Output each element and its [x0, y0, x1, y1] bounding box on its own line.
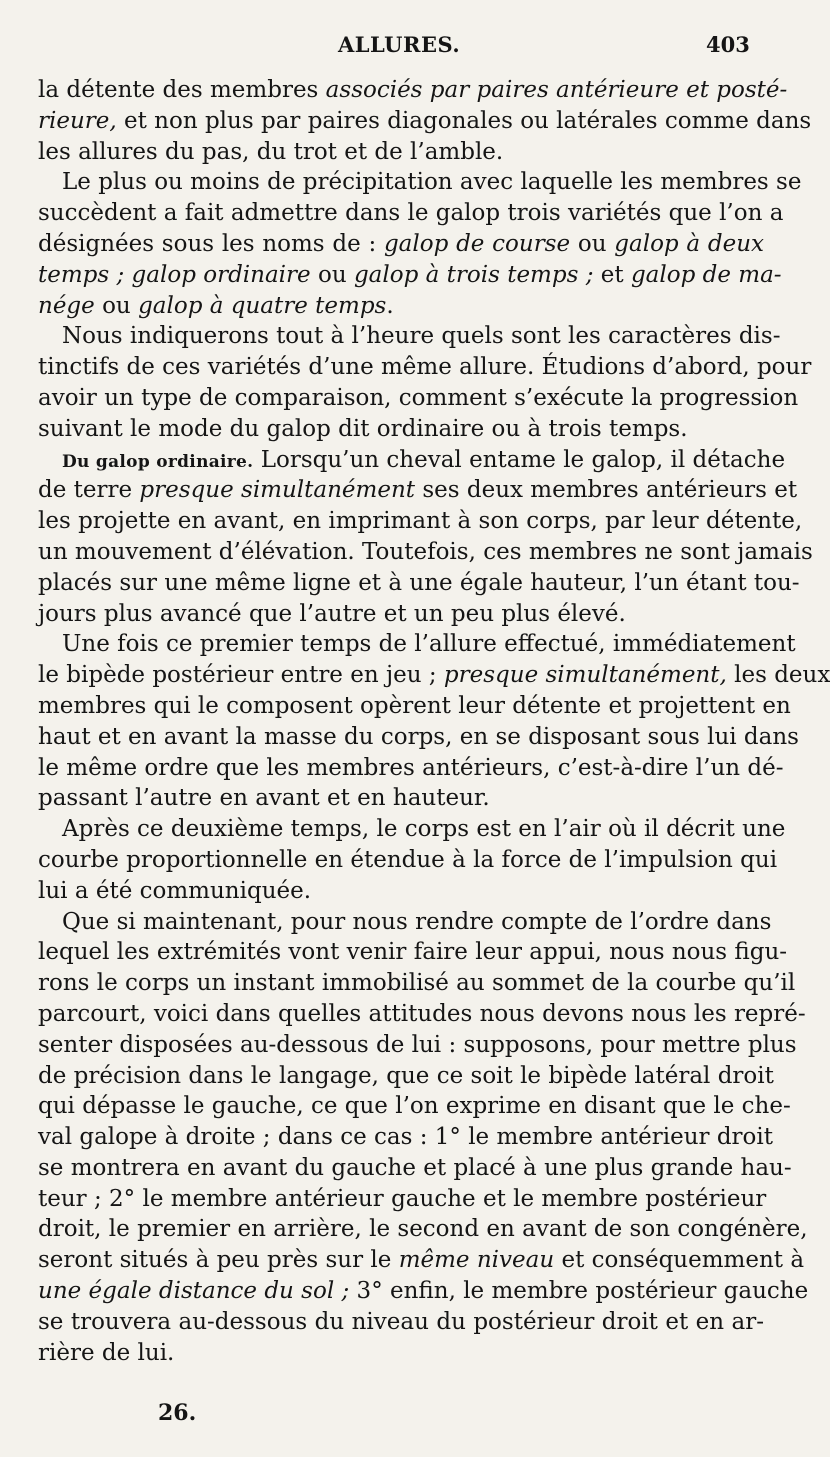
text-line — [38, 321, 781, 352]
text-line — [38, 568, 800, 599]
running-title: ALLURES. — [338, 32, 461, 57]
text-run: lequel les extrémités vont venir faire leur appui, nous nous figu- — [38, 939, 788, 966]
text-run: qui dépasse le gauche, ce que l’on exprime en disant que le che- — [38, 1093, 791, 1120]
italic-phrase: temps ; galop ordinaire — [38, 261, 311, 288]
text-run: la détente des membres — [38, 77, 326, 103]
text-line — [38, 753, 784, 784]
page-number: 403 — [706, 32, 750, 57]
italic-phrase: presque simultanément — [139, 477, 416, 504]
text-run: val galope à droite ; dans ce cas : 1° le membre antérieur droit — [38, 1124, 773, 1151]
text-line — [38, 1153, 792, 1184]
text-line — [38, 75, 788, 106]
text-line — [38, 1030, 797, 1061]
text-line — [38, 1122, 773, 1153]
text-run: teur ; 2° le membre antérieur gauche et le membre postérieur — [38, 1185, 767, 1212]
text-run: ses deux membres antérieurs et — [415, 477, 798, 504]
text-run: de terre — [38, 477, 140, 504]
text-run: droit, le premier en arrière, le second en avant de son congénère, — [38, 1216, 808, 1243]
text-line — [38, 291, 764, 322]
text-line — [38, 629, 796, 660]
text-run: se trouvera au-dessous du niveau du postérieur droit et en ar- — [38, 1308, 764, 1335]
italic-phrase: presque simultanément, — [443, 662, 727, 689]
text-run: Lorsqu’un cheval entame le galop, il détache — [253, 446, 786, 473]
body-text — [38, 75, 830, 1368]
text-run: ou — [570, 230, 615, 257]
text-line — [38, 445, 786, 476]
text-run: succèdent a fait admettre dans le galop trois variétés que l’on a — [38, 200, 784, 227]
italic-phrase: nége — [38, 292, 95, 319]
text-line — [38, 260, 782, 291]
text-line — [38, 167, 802, 198]
text-line — [38, 1214, 808, 1245]
italic-phrase: galop à trois temps ; — [353, 261, 594, 288]
italic-phrase: rieure, — [38, 107, 117, 134]
text-line — [38, 1338, 764, 1369]
text-line — [38, 1061, 774, 1092]
text-line — [38, 414, 764, 445]
text-line — [38, 1307, 764, 1338]
text-line — [38, 691, 791, 722]
text-line — [38, 1276, 809, 1307]
text-line — [38, 660, 830, 691]
text-line — [38, 599, 764, 630]
text-line — [38, 383, 799, 414]
text-run: membres qui le composent opèrent leur détente et projettent en — [38, 692, 791, 719]
text-run: ou — [94, 292, 139, 319]
text-run: les projette en avant, en imprimant à son corps, par leur détente, — [38, 508, 803, 535]
text-line — [38, 999, 806, 1030]
text-line — [38, 1091, 791, 1122]
text-line — [38, 783, 764, 814]
text-run: haut et en avant la masse du corps, en se disposant sous lui dans — [38, 723, 799, 750]
italic-phrase: une égale distance du sol ; — [38, 1278, 350, 1305]
text-run: Une fois ce premier temps de l’allure effectué, immédiatement — [62, 631, 796, 658]
running-head — [0, 32, 800, 62]
italic-phrase: galop à quatre temps — [138, 292, 387, 319]
text-run: un mouvement d’élévation. Toutefois, ces membres ne sont jamais — [38, 538, 813, 565]
text-run: parcourt, voici dans quelles attitudes nous devons nous les repré- — [38, 1000, 806, 1027]
text-run: avoir un type de comparaison, comment s’exécute la progression — [38, 384, 799, 411]
text-run: et — [593, 261, 631, 288]
printer-signature-mark: 26. — [158, 1400, 197, 1426]
text-run: désignées sous les noms de : — [38, 230, 384, 257]
text-line — [38, 1184, 767, 1215]
text-line — [38, 537, 813, 568]
text-run: Le plus ou moins de précipitation avec laquelle les membres se — [62, 169, 802, 196]
text-line — [38, 968, 796, 999]
text-line — [38, 506, 803, 537]
text-run: et non plus par paires diagonales ou latérales comme dans — [116, 107, 812, 134]
text-run: ou — [310, 261, 354, 288]
text-run: courbe proportionnelle en étendue à la force de l’impulsion qui — [38, 846, 778, 873]
italic-phrase: associés par paires antérieure et posté- — [325, 77, 788, 103]
text-run: rons le corps un instant immobilisé au sommet de la courbe qu’il — [38, 970, 796, 997]
text-line — [38, 814, 786, 845]
italic-phrase: galop à deux — [614, 230, 764, 257]
text-run: tinctifs de ces variétés d’une même allure. Étudions d’abord, pour — [38, 354, 812, 381]
text-line — [38, 475, 798, 506]
text-run: jours plus avancé que l’autre et un peu plus élevé. — [38, 600, 626, 627]
text-line — [38, 907, 772, 938]
text-line — [38, 229, 764, 260]
text-run: se montrera en avant du gauche et placé à une plus grande hau- — [38, 1154, 792, 1181]
text-line — [38, 1245, 805, 1276]
text-run: les deux — [726, 662, 830, 689]
text-line — [38, 876, 764, 907]
text-run: seront situés à peu près sur le — [38, 1247, 399, 1274]
text-run: Que si maintenant, pour nous rendre compte de l’ordre dans — [62, 908, 772, 935]
text-run: Après ce deuxième temps, le corps est en l’air où il décrit une — [62, 816, 786, 843]
text-run: lui a été communiquée. — [38, 877, 312, 904]
text-run: rière de lui. — [38, 1339, 175, 1366]
italic-phrase: galop de course — [383, 230, 571, 257]
run-in-heading: Du galop ordinaire. — [62, 451, 254, 472]
text-line — [38, 106, 812, 137]
text-run: suivant le mode du galop dit ordinaire ou à trois temps. — [38, 415, 688, 442]
text-run: et conséquemment à — [554, 1247, 805, 1274]
text-line — [38, 137, 764, 168]
text-line — [38, 198, 784, 229]
text-run: placés sur une même ligne et à une égale hauteur, l’un étant tou- — [38, 569, 800, 596]
text-line — [38, 352, 812, 383]
text-run: le même ordre que les membres antérieurs, c’est-à-dire l’un dé- — [38, 754, 784, 781]
text-run: senter disposées au-dessous de lui : supposons, pour mettre plus — [38, 1031, 797, 1058]
text-run: Nous indiquerons tout à l’heure quels sont les caractères dis- — [62, 323, 781, 350]
text-run: les allures du pas, du trot et de l’amble. — [38, 138, 504, 165]
text-line — [38, 845, 778, 876]
text-line — [38, 722, 799, 753]
text-run: le bipède postérieur entre en jeu ; — [38, 662, 444, 689]
text-line — [38, 937, 788, 968]
italic-phrase: galop de ma- — [630, 261, 782, 288]
italic-phrase: même niveau — [398, 1247, 555, 1274]
text-run: de précision dans le langage, que ce soit le bipède latéral droit — [38, 1062, 774, 1089]
text-run: . — [386, 292, 394, 319]
text-run: 3° enfin, le membre postérieur gauche — [349, 1278, 809, 1305]
text-run: passant l’autre en avant et en hauteur. — [38, 785, 490, 812]
